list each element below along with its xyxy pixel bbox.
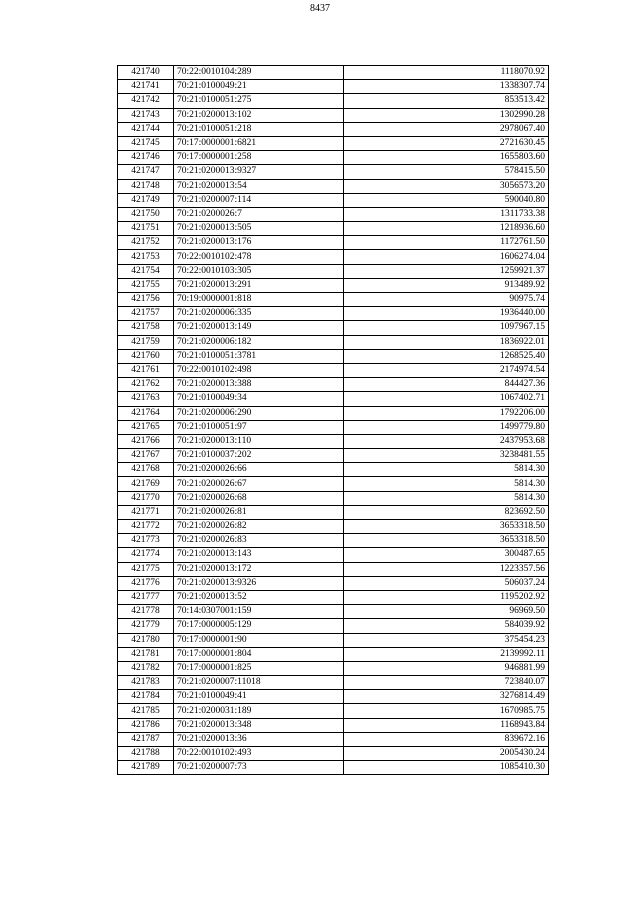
table-row xyxy=(118,122,549,136)
table-row xyxy=(118,690,549,704)
row-number-cell: 421770 xyxy=(118,491,174,505)
cadastral-number-cell: 70:17:0000001:804 xyxy=(174,647,344,661)
row-number-cell: 421774 xyxy=(118,548,174,562)
cadastral-value-cell: 1118070.92 xyxy=(344,66,549,80)
row-number-cell: 421759 xyxy=(118,335,174,349)
table-row xyxy=(118,661,549,675)
table-row xyxy=(118,80,549,94)
cadastral-number-cell: 70:21:0200013:54 xyxy=(174,179,344,193)
cadastral-number-cell: 70:22:0010102:493 xyxy=(174,747,344,761)
table-row xyxy=(118,420,549,434)
table-row xyxy=(118,463,549,477)
cadastral-value-cell: 1655803.60 xyxy=(344,151,549,165)
cadastral-value-cell: 5814.30 xyxy=(344,477,549,491)
row-number-cell: 421760 xyxy=(118,349,174,363)
cadastral-number-cell: 70:21:0200013:505 xyxy=(174,222,344,236)
row-number-cell: 421787 xyxy=(118,732,174,746)
cadastral-value-cell: 1097967.15 xyxy=(344,321,549,335)
table-row xyxy=(118,136,549,150)
cadastral-value-cell: 1792206.00 xyxy=(344,406,549,420)
table-row xyxy=(118,94,549,108)
table-row xyxy=(118,293,549,307)
table-row xyxy=(118,761,549,775)
cadastral-number-cell: 70:21:0200013:176 xyxy=(174,236,344,250)
row-number-cell: 421772 xyxy=(118,520,174,534)
row-number-cell: 421750 xyxy=(118,207,174,221)
row-number-cell: 421766 xyxy=(118,434,174,448)
cadastral-value-cell: 1302990.28 xyxy=(344,108,549,122)
table-row xyxy=(118,406,549,420)
cadastral-number-cell: 70:21:0200013:348 xyxy=(174,718,344,732)
cadastral-value-cell: 1606274.04 xyxy=(344,250,549,264)
table-row xyxy=(118,590,549,604)
row-number-cell: 421778 xyxy=(118,605,174,619)
table-row xyxy=(118,676,549,690)
cadastral-number-cell: 70:21:0200013:149 xyxy=(174,321,344,335)
row-number-cell: 421744 xyxy=(118,122,174,136)
cadastral-number-cell: 70:22:0010103:305 xyxy=(174,264,344,278)
row-number-cell: 421777 xyxy=(118,590,174,604)
row-number-cell: 421781 xyxy=(118,647,174,661)
cadastral-value-cell: 3056573.20 xyxy=(344,179,549,193)
row-number-cell: 421756 xyxy=(118,293,174,307)
row-number-cell: 421784 xyxy=(118,690,174,704)
page-number: 8437 xyxy=(310,3,330,14)
table-row xyxy=(118,548,549,562)
row-number-cell: 421782 xyxy=(118,661,174,675)
cadastral-value-cell: 578415.50 xyxy=(344,165,549,179)
cadastral-number-cell: 70:21:0200026:82 xyxy=(174,520,344,534)
table-body xyxy=(118,66,549,775)
cadastral-number-cell: 70:21:0200031:189 xyxy=(174,704,344,718)
row-number-cell: 421763 xyxy=(118,392,174,406)
cadastral-value-cell: 375454.23 xyxy=(344,633,549,647)
table-row xyxy=(118,477,549,491)
cadastral-number-cell: 70:17:0000001:90 xyxy=(174,633,344,647)
cadastral-value-cell: 1836922.01 xyxy=(344,335,549,349)
row-number-cell: 421754 xyxy=(118,264,174,278)
table-row xyxy=(118,222,549,236)
cadastral-value-cell: 300487.65 xyxy=(344,548,549,562)
row-number-cell: 421768 xyxy=(118,463,174,477)
row-number-cell: 421769 xyxy=(118,477,174,491)
row-number-cell: 421742 xyxy=(118,94,174,108)
cadastral-value-cell: 5814.30 xyxy=(344,491,549,505)
cadastral-number-cell: 70:21:0200006:335 xyxy=(174,307,344,321)
row-number-cell: 421741 xyxy=(118,80,174,94)
row-number-cell: 421788 xyxy=(118,747,174,761)
cadastral-value-cell: 2005430.24 xyxy=(344,747,549,761)
cadastral-number-cell: 70:21:0200013:52 xyxy=(174,590,344,604)
cadastral-number-cell: 70:22:0010102:498 xyxy=(174,363,344,377)
table-row xyxy=(118,264,549,278)
table-row xyxy=(118,520,549,534)
row-number-cell: 421776 xyxy=(118,576,174,590)
cadastral-value-cell: 853513.42 xyxy=(344,94,549,108)
row-number-cell: 421758 xyxy=(118,321,174,335)
cadastral-value-cell: 844427.36 xyxy=(344,378,549,392)
cadastral-number-cell: 70:21:0200013:110 xyxy=(174,434,344,448)
cadastral-value-cell: 1172761.50 xyxy=(344,236,549,250)
cadastral-value-cell: 1311733.38 xyxy=(344,207,549,221)
cadastral-value-cell: 2437953.68 xyxy=(344,434,549,448)
table-row xyxy=(118,449,549,463)
row-number-cell: 421748 xyxy=(118,179,174,193)
cadastral-value-cell: 3653318.50 xyxy=(344,534,549,548)
table-row xyxy=(118,718,549,732)
cadastral-value-cell: 2721630.45 xyxy=(344,136,549,150)
row-number-cell: 421767 xyxy=(118,449,174,463)
cadastral-number-cell: 70:17:0000001:258 xyxy=(174,151,344,165)
row-number-cell: 421747 xyxy=(118,165,174,179)
row-number-cell: 421745 xyxy=(118,136,174,150)
cadastral-number-cell: 70:21:0100051:275 xyxy=(174,94,344,108)
row-number-cell: 421743 xyxy=(118,108,174,122)
cadastral-value-cell: 3238481.55 xyxy=(344,449,549,463)
cadastral-number-cell: 70:21:0200007:114 xyxy=(174,193,344,207)
table-row xyxy=(118,704,549,718)
table-row xyxy=(118,165,549,179)
table-row xyxy=(118,207,549,221)
table-row xyxy=(118,193,549,207)
cadastral-number-cell: 70:21:0100049:41 xyxy=(174,690,344,704)
table-row xyxy=(118,633,549,647)
cadastral-value-cell: 96969.50 xyxy=(344,605,549,619)
cadastral-number-cell: 70:21:0200013:9326 xyxy=(174,576,344,590)
row-number-cell: 421764 xyxy=(118,406,174,420)
cadastral-value-cell: 2174974.54 xyxy=(344,363,549,377)
cadastral-number-cell: 70:14:0307001:159 xyxy=(174,605,344,619)
cadastral-value-cell: 506037.24 xyxy=(344,576,549,590)
cadastral-number-cell: 70:21:0100049:21 xyxy=(174,80,344,94)
cadastral-number-cell: 70:17:0000005:129 xyxy=(174,619,344,633)
cadastral-value-cell: 1085410.30 xyxy=(344,761,549,775)
table-row xyxy=(118,307,549,321)
cadastral-value-cell: 1259921.37 xyxy=(344,264,549,278)
table-row xyxy=(118,747,549,761)
cadastral-number-cell: 70:19:0000001:818 xyxy=(174,293,344,307)
cadastral-value-cell: 584039.92 xyxy=(344,619,549,633)
cadastral-value-cell: 946881.99 xyxy=(344,661,549,675)
cadastral-value-cell: 3653318.50 xyxy=(344,520,549,534)
table-row xyxy=(118,349,549,363)
row-number-cell: 421771 xyxy=(118,505,174,519)
cadastral-number-cell: 70:21:0200007:11018 xyxy=(174,676,344,690)
table-row xyxy=(118,491,549,505)
cadastral-value-cell: 1223357.56 xyxy=(344,562,549,576)
cadastral-number-cell: 70:21:0100051:3781 xyxy=(174,349,344,363)
cadastral-value-cell: 1936440.00 xyxy=(344,307,549,321)
row-number-cell: 421765 xyxy=(118,420,174,434)
table-row xyxy=(118,250,549,264)
row-number-cell: 421786 xyxy=(118,718,174,732)
table-row xyxy=(118,66,549,80)
row-number-cell: 421757 xyxy=(118,307,174,321)
cadastral-number-cell: 70:21:0100051:218 xyxy=(174,122,344,136)
row-number-cell: 421749 xyxy=(118,193,174,207)
cadastral-number-cell: 70:21:0200013:388 xyxy=(174,378,344,392)
cadastral-number-cell: 70:21:0200013:9327 xyxy=(174,165,344,179)
cadastral-number-cell: 70:21:0100051:97 xyxy=(174,420,344,434)
cadastral-number-cell: 70:21:0200013:143 xyxy=(174,548,344,562)
cadastral-number-cell: 70:21:0100037:202 xyxy=(174,449,344,463)
table-row xyxy=(118,108,549,122)
cadastral-number-cell: 70:17:0000001:825 xyxy=(174,661,344,675)
cadastral-value-cell: 1067402.71 xyxy=(344,392,549,406)
table-row xyxy=(118,278,549,292)
cadastral-value-cell: 1218936.60 xyxy=(344,222,549,236)
row-number-cell: 421755 xyxy=(118,278,174,292)
table-row xyxy=(118,534,549,548)
row-number-cell: 421783 xyxy=(118,676,174,690)
cadastral-value-cell: 823692.50 xyxy=(344,505,549,519)
cadastral-number-cell: 70:21:0200007:73 xyxy=(174,761,344,775)
table-row xyxy=(118,236,549,250)
row-number-cell: 421779 xyxy=(118,619,174,633)
cadastral-number-cell: 70:21:0200006:290 xyxy=(174,406,344,420)
table-row xyxy=(118,647,549,661)
cadastral-value-cell: 1670985.75 xyxy=(344,704,549,718)
row-number-cell: 421780 xyxy=(118,633,174,647)
row-number-cell: 421746 xyxy=(118,151,174,165)
table-row xyxy=(118,732,549,746)
table-row xyxy=(118,576,549,590)
cadastral-number-cell: 70:22:0010102:478 xyxy=(174,250,344,264)
cadastral-number-cell: 70:21:0200026:83 xyxy=(174,534,344,548)
cadastral-value-cell: 1168943.84 xyxy=(344,718,549,732)
row-number-cell: 421752 xyxy=(118,236,174,250)
cadastral-number-cell: 70:21:0200013:291 xyxy=(174,278,344,292)
cadastral-value-cell: 1195202.92 xyxy=(344,590,549,604)
row-number-cell: 421773 xyxy=(118,534,174,548)
table-row xyxy=(118,321,549,335)
cadastral-value-cell: 5814.30 xyxy=(344,463,549,477)
cadastral-value-cell: 1499779.80 xyxy=(344,420,549,434)
row-number-cell: 421751 xyxy=(118,222,174,236)
cadastral-number-cell: 70:21:0200026:7 xyxy=(174,207,344,221)
row-number-cell: 421761 xyxy=(118,363,174,377)
cadastral-value-cell: 723840.07 xyxy=(344,676,549,690)
row-number-cell: 421740 xyxy=(118,66,174,80)
table-row xyxy=(118,363,549,377)
row-number-cell: 421753 xyxy=(118,250,174,264)
table-row xyxy=(118,505,549,519)
cadastral-number-cell: 70:21:0200026:81 xyxy=(174,505,344,519)
cadastral-value-cell: 839672.16 xyxy=(344,732,549,746)
cadastral-number-cell: 70:21:0200026:68 xyxy=(174,491,344,505)
row-number-cell: 421775 xyxy=(118,562,174,576)
table-row xyxy=(118,335,549,349)
table-row xyxy=(118,434,549,448)
cadastral-value-cell: 590040.80 xyxy=(344,193,549,207)
cadastral-value-cell: 1268525.40 xyxy=(344,349,549,363)
cadastral-value-cell: 913489.92 xyxy=(344,278,549,292)
cadastral-number-cell: 70:21:0200013:102 xyxy=(174,108,344,122)
table-row xyxy=(118,151,549,165)
row-number-cell: 421789 xyxy=(118,761,174,775)
row-number-cell: 421785 xyxy=(118,704,174,718)
row-number-cell: 421762 xyxy=(118,378,174,392)
cadastral-number-cell: 70:21:0200026:67 xyxy=(174,477,344,491)
cadastral-value-cell: 1338307.74 xyxy=(344,80,549,94)
cadastral-value-cell: 2978067.40 xyxy=(344,122,549,136)
table-row xyxy=(118,179,549,193)
cadastral-number-cell: 70:21:0200013:172 xyxy=(174,562,344,576)
cadastral-value-cell: 3276814.49 xyxy=(344,690,549,704)
table-row xyxy=(118,619,549,633)
cadastral-number-cell: 70:21:0200013:36 xyxy=(174,732,344,746)
table-row xyxy=(118,392,549,406)
table-row xyxy=(118,605,549,619)
table-row xyxy=(118,562,549,576)
cadastral-number-cell: 70:21:0200006:182 xyxy=(174,335,344,349)
cadastral-number-cell: 70:17:0000001:6821 xyxy=(174,136,344,150)
cadastral-value-cell: 90975.74 xyxy=(344,293,549,307)
cadastral-number-cell: 70:22:0010104:289 xyxy=(174,66,344,80)
cadastral-value-table xyxy=(117,65,549,775)
cadastral-value-cell: 2139992.11 xyxy=(344,647,549,661)
cadastral-number-cell: 70:21:0200026:66 xyxy=(174,463,344,477)
table-row xyxy=(118,378,549,392)
cadastral-number-cell: 70:21:0100049:34 xyxy=(174,392,344,406)
